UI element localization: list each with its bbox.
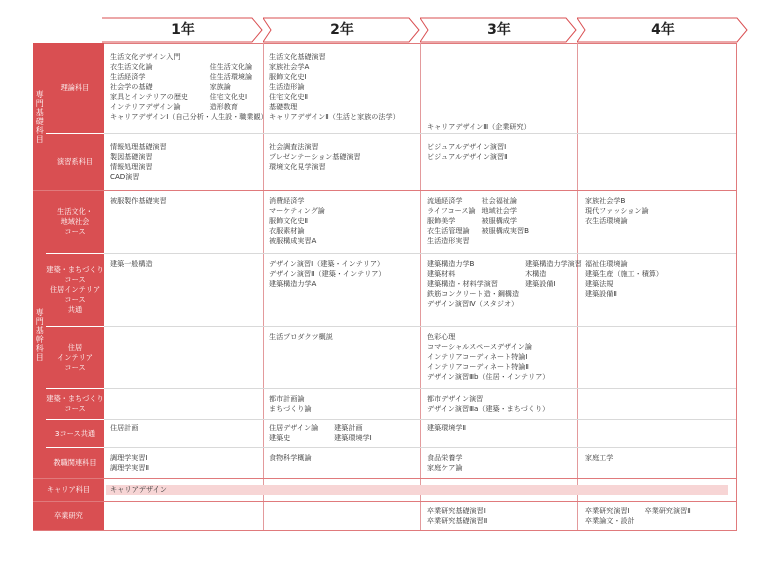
cell-kyoshoku-y2: 食物科学概論 <box>269 453 312 462</box>
cell-jukyo-y2: 生活プロダクツ概説 <box>269 332 333 341</box>
row-head-jukyo: 住居 インテリア コース <box>46 327 104 388</box>
row-head-kenchiku-jukyo: 建築・まちづくり コース 住居インテリア コース 共通 <box>46 254 104 326</box>
cell-seikatsu-y1: 被服製作基礎実習 <box>110 196 167 205</box>
cell-enshu-y2: 社会調査法演習 プレゼンテーション基礎演習 環境文化見学演習 <box>269 142 361 171</box>
career-bar-label: キャリアデザイン <box>110 485 167 494</box>
year-header-4 <box>577 17 749 43</box>
cell-sotsuken-y4: 卒業研究演習Ⅰ 卒業研究演習Ⅱ 卒業論文・設計 <box>585 506 691 525</box>
cell-kyoshoku-y1: 調理学実習Ⅰ 調理学実習Ⅱ <box>110 453 149 472</box>
cell-kyoshoku-y3: 食品栄養学 家庭ケア論 <box>427 453 463 472</box>
cell-3course-y2: 住居デザイン論 建築計画 建築史 建築環境学Ⅰ <box>269 423 372 442</box>
row-head-career: キャリア科目 <box>33 479 104 501</box>
cell-3course-y1: 住居計画 <box>110 423 139 432</box>
row-head-seikatsu: 生活文化・ 地域社会 コース <box>46 191 104 253</box>
year-header-3 <box>420 17 578 43</box>
year-label: 4年 <box>651 22 675 38</box>
cell-kenchiku-y2: 都市計画論 まちづくり論 <box>269 394 312 413</box>
year-label: 3年 <box>487 22 511 38</box>
row-head-kenchiku: 建築・まちづくり コース <box>46 389 104 419</box>
year-header-1 <box>102 17 264 43</box>
cell-seikatsu-y2: 消費経済学 マーケティング論 服飾文化史Ⅱ 衣服素材論 被服構成実習A <box>269 196 325 245</box>
row-head-enshu: 演習系科目 <box>46 134 104 190</box>
career-bar <box>106 485 728 495</box>
row-head-kyoshoku: 教職関連科目 <box>46 448 104 478</box>
cell-jukyo-y3: 色彩心理 コマーシャルスペースデザイン論 インテリアコーディネート特論Ⅰ インテリアコーディネート特論Ⅱ デザイン演習Ⅲb（住居・インテリア） <box>427 332 550 381</box>
row-head-sotsuken: 卒業研究 <box>33 502 104 530</box>
row-head-riron: 理論科目 <box>46 43 104 133</box>
group-label-senmon-kikan: 専門基幹科目 <box>33 191 46 479</box>
cell-sotsuken-y3: 卒業研究基礎演習Ⅰ 卒業研究基礎演習Ⅱ <box>427 506 488 525</box>
year-label: 2年 <box>330 22 354 38</box>
cell-enshu-y1: 情報処理基礎演習 製図基礎演習 情報処理演習 CAD演習 <box>110 142 167 181</box>
cell-enshu-y3: ビジュアルデザイン演習Ⅰ ビジュアルデザイン演習Ⅱ <box>427 142 508 161</box>
cell-kyotsu-y4: 福祉住環境論 建築生産（施工・積算） 建築法規 建築設備Ⅱ <box>585 259 664 298</box>
cell-kyotsu-y1: 建築一般構造 <box>110 259 153 268</box>
row-head-3course: 3コース共通 <box>46 420 104 447</box>
cell-riron-y3: キャリアデザインⅢ（企業研究） <box>427 122 531 131</box>
cell-kyotsu-y3: 建築構造力学B 建築構造力学演習 建築材料 木構造 建築構造・材料学演習 建築設備Ⅰ 鉄筋コンクリート造・鋼構造 デザイン演習Ⅳ（スタジオ） <box>427 259 582 308</box>
cell-kenchiku-y3: 都市デザイン演習 デザイン演習Ⅲa（建築・まちづくり） <box>427 394 550 413</box>
cell-kyotsu-y2: デザイン演習Ⅰ（建築・インテリア） デザイン演習Ⅱ（建築・インテリア） 建築構造力学A <box>269 259 386 288</box>
cell-kyoshoku-y4: 家庭工学 <box>585 453 614 462</box>
group-label-senmon-kiso: 専門基礎科目 <box>33 43 46 190</box>
cell-seikatsu-y4: 家族社会学B 現代ファッション論 衣生活環境論 <box>585 196 649 225</box>
cell-3course-y3: 建築環境学Ⅱ <box>427 423 466 432</box>
year-label: 1年 <box>171 22 195 38</box>
cell-riron-y2: 生活文化基礎演習 家族社会学A 服飾文化史Ⅰ 生活造形論 住宅文化史Ⅱ 基礎数理 キャリアデザインⅡ（生活と家族の法学） <box>269 52 400 121</box>
cell-seikatsu-y3: 流通経済学 社会福祉論 ライフコース論 地域社会学 服飾美学 被服構成学 衣生活管理論 被服構成実習B 生活造形実習 <box>427 196 529 245</box>
year-header-2 <box>263 17 421 43</box>
cell-riron-y1: 生活文化デザイン入門 衣生活文化論 住生活文化論 生活経済学 住生活環境論 社会学の基礎 家族論 家具とインテリアの歴史 住宅文化史Ⅰ インテリアデザイン論 造形教育 キャリアデザインⅠ（自己分析・人生設・職業観） <box>110 52 268 121</box>
